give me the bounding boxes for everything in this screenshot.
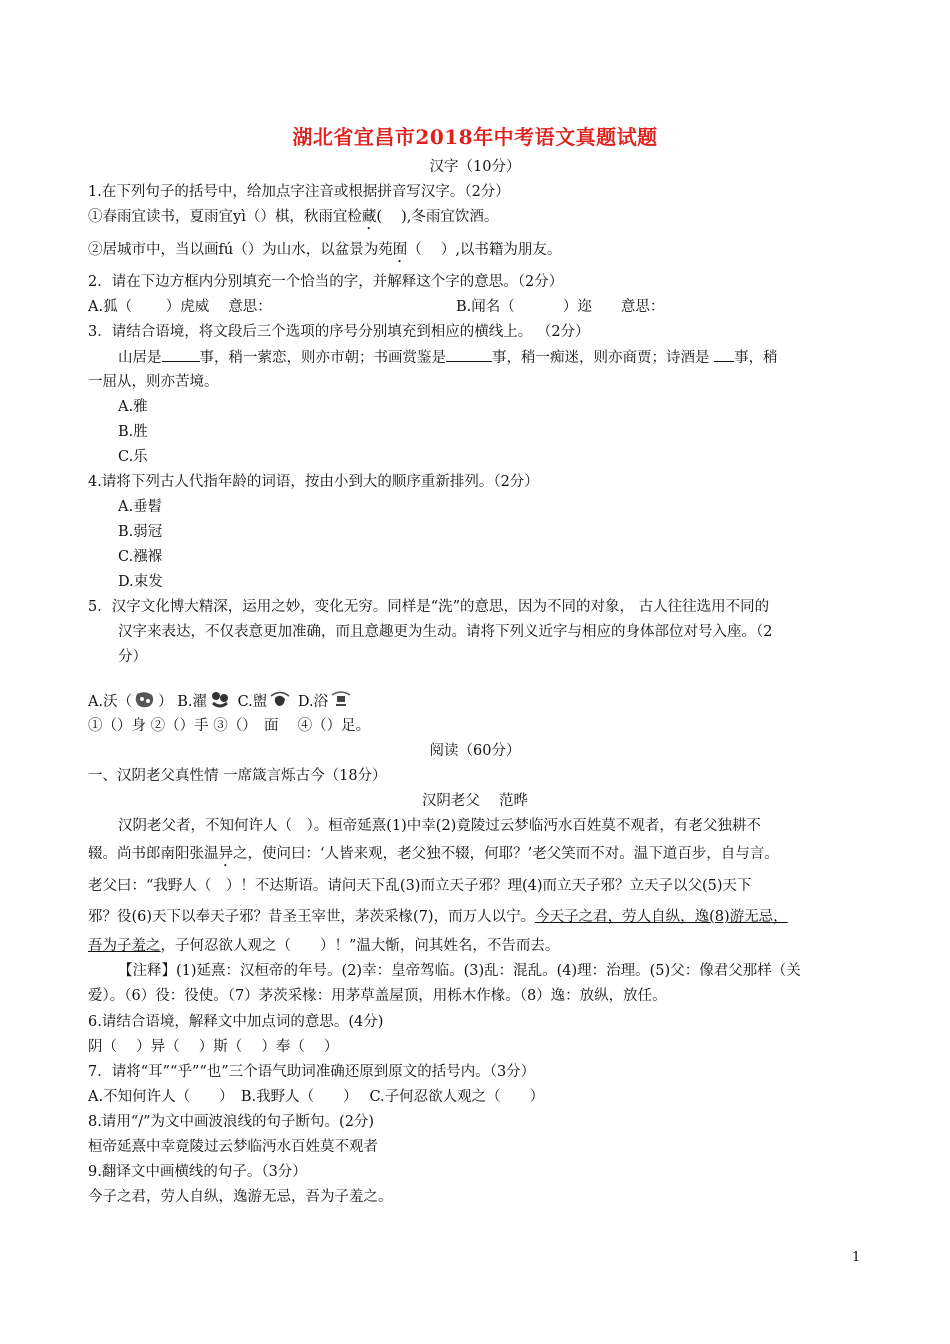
- fill-blank: [446, 347, 492, 362]
- q3-passage-line2: 一屈从，则亦苦境。: [88, 374, 219, 390]
- notes-line2: 爱）。（6）役：役使。（7）茅茨采椽：用茅草盖屋顶，用栎木作椽。（8）逸：放纵，放任。: [88, 988, 667, 1004]
- q9-line: 今子之君，劳人自纵，逸游无忌，吾为子羞之。: [88, 1189, 393, 1205]
- q9-stem: 9.翻译文中画横线的句子。（3分）: [88, 1164, 307, 1180]
- section-hanzi: 汉字（10分）: [429, 159, 521, 175]
- emphasized-char: 囿: [392, 242, 408, 258]
- q4-option: D.束发: [118, 574, 163, 590]
- page-number: 1: [852, 1250, 861, 1265]
- fill-blank: [162, 347, 200, 362]
- page-title: 湖北省宜昌市2018年中考语文真题试题: [292, 125, 658, 149]
- fill-blank: [714, 347, 734, 362]
- passage-title: 汉阴老父 范晔: [421, 793, 529, 809]
- q3-option: C.乐: [118, 449, 148, 465]
- q3-option: A.雅: [118, 399, 148, 415]
- passage-line5: 吾为子羞之，子何忍欲人观之（ ）！”温大惭，问其姓名，不告而去。: [88, 938, 560, 954]
- q2-stem: 2．请在下边方框内分别填充一个恰当的字，并解释这个字的意思。（2分）: [88, 274, 564, 290]
- emphasized-char: 藏: [361, 209, 377, 225]
- q3-option: B.胜: [118, 424, 148, 440]
- q2-option-b: B.闻名（ ）迩 意思：: [456, 299, 665, 315]
- underlined-sentence: 吾为子羞之: [88, 938, 161, 954]
- q1-line1: ①春雨宜读书，夏雨宜yì（）棋，秋雨宜检藏( ),冬雨宜饮酒。: [88, 209, 499, 225]
- q4-stem: 4.请将下列古人代指年龄的词语，按由小到大的顺序重新排列。（2分）: [88, 474, 539, 490]
- ancient-glyph-icon-c: [267, 690, 293, 710]
- q5-match-line: ①（）身 ②（）手 ③（） 面 ④（）足。: [88, 718, 371, 734]
- q3-passage-line1: 山居是 事，稍一萦恋，则亦市朝；书画赏鉴是 事，稍一痴迷，则亦商贾；诗酒是 事，稍: [118, 347, 778, 368]
- part1-heading: 一、汉阴老父真性情 一席箴言烁古今（18分）: [88, 768, 387, 784]
- q1-line2: ②居城市中，当以画fú（）为山水，以盆景为苑囿（ ）,以书籍为朋友。: [88, 242, 562, 258]
- q4-option: A.垂髫: [118, 499, 163, 515]
- emphasized-char: 异: [218, 846, 233, 862]
- q8-line: 桓帝延熹中幸竟陵过云梦临沔水百姓莫不观者: [88, 1139, 378, 1155]
- q5-options-row: A.沃（ ） B.濯 C.盥 D.浴: [88, 690, 354, 712]
- q2-option-a: A.狐（ ）虎威 意思：: [88, 299, 272, 315]
- q1-stem: 1.在下列句子的括号中，给加点字注音或根据拼音写汉字。（2分）: [88, 184, 510, 200]
- passage-line1: 汉阴老父者，不知何许人（ ）。桓帝延熹(1)中幸(2)竟陵过云梦临沔水百姓莫不观者，有老父独耕不: [118, 818, 761, 834]
- q6-line: 阴（ ）异（ ）斯（ ）奉（ ）: [88, 1039, 339, 1055]
- passage-line4: 邪？役(6)天下以奉天子邪？昔圣王宰世，茅茨采椽(7)，而万人以宁。今天子之君，劳人自纵，逸(8)游无忌，: [88, 909, 788, 925]
- ancient-glyph-icon-d: [328, 690, 354, 710]
- passage-line2: 辍。尚书郎南阳张温异之，使问曰：‘人皆来观，老父独不辍，何耶？’老父笑而不对。温下道百步，自与言。: [88, 846, 779, 862]
- notes-line1: 【注释】(1)延熹：汉桓帝的年号。(2)幸：皇帝驾临。(3)乱：混乱。(4)理：治理。(5)父：像君父那样（关: [118, 963, 801, 979]
- q5-stem-line1: 5．汉字文化博大精深，运用之妙，变化无穷。同样是“洗”的意思，因为不同的对象， 古人往往选用不同的: [88, 599, 770, 615]
- ancient-glyph-icon-b: [207, 690, 233, 710]
- q4-option: C.襁褓: [118, 549, 163, 565]
- section-reading: 阅读（60分）: [429, 743, 521, 759]
- q6-stem: 6.请结合语境，解释文中加点词的意思。(4分): [88, 1014, 384, 1030]
- q7-stem: 7．请将“耳”“乎”“也”三个语气助词准确还原到原文的括号内。（3分）: [88, 1064, 536, 1080]
- q5-stem-line3: 分）: [118, 649, 147, 665]
- q5-stem-line2: 汉字来表达，不仅表意更加准确，而且意趣更为生动。请将下列义近字与相应的身体部位对号入座。（2: [118, 624, 773, 640]
- q4-option: B.弱冠: [118, 524, 163, 540]
- q8-stem: 8.请用“/”为文中画波浪线的句子断句。(2分): [88, 1114, 375, 1130]
- passage-line3: 老父曰：“我野人（ ）！不达斯语。请问天下乱(3)而立天子邪？理(4)而立天子邪？立天子以父(5)天下: [88, 878, 752, 894]
- q3-stem: 3．请结合语境，将文段后三个选项的序号分别填充到相应的横线上。 （2分）: [88, 324, 590, 340]
- underlined-sentence: 今天子之君，劳人自纵，逸(8)游无忌，: [535, 909, 788, 925]
- ancient-glyph-icon-a: [132, 690, 158, 710]
- q7-line: A.不知何许人（ ） B.我野人（ ） C.子何忍欲人观之（ ）: [88, 1089, 545, 1105]
